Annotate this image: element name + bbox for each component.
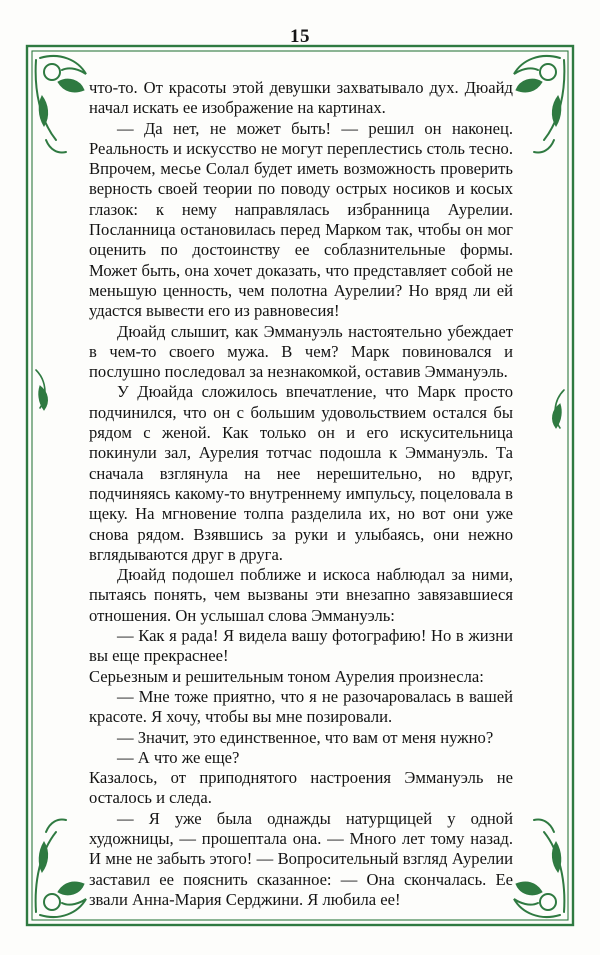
paragraph: — Значит, это единственное, что вам от меня нужно? [117, 727, 494, 747]
paragraph: Дюайд слышит, как Эммануэль настоятельно убеждает в чем-то своего мужа. В чем? Марк повиновался и послушно последовал за незнакомкой, оставив Эммануэль. [89, 321, 513, 382]
side-ornament-right [553, 390, 564, 428]
paragraph: — Я уже была однажды натурщицей у одной художницы, — прошептала она. — Много лет тому назад. И мне не забыть этого! — Вопросительный взгляд Аурелии заставил ее пояснить сказанное: — Она скончалась. Ее звали Анна-Мария Серджини. Я любила ее! [89, 808, 513, 909]
paragraph: — Мне тоже приятно, что я не разочаровалась в вашей красоте. Я хочу, чтобы вы мне позировали. [89, 686, 513, 727]
side-ornament-left [36, 370, 47, 410]
corner-ornament-bottom-right [514, 820, 564, 918]
page-number: 15 [290, 26, 310, 47]
paragraph: Дюайд подошел поближе и искоса наблюдал за ними, пытаясь понять, чем вызваны эти внезапно завязавшиеся отношения. Он услышал слова Эммануэль: [89, 565, 513, 625]
paragraph: — А что же еще? [117, 747, 240, 767]
body-text [89, 78, 513, 910]
corner-ornament-top-left [36, 56, 86, 153]
paragraph: что-то. От красоты этой девушки захватывало дух. Дюайд начал искать ее изображение на картинах. [89, 78, 513, 118]
corner-ornament-bottom-left [36, 820, 86, 918]
paragraph: Серьезным и решительным тоном Аурелия произнесла: [89, 666, 484, 686]
paragraph: — Да нет, не может быть! — решил он наконец. Реальность и искусство не могут переплестись столь тесно. Впрочем, месье Солал будет иметь возможность проверить верность своей теории по поводу острых носиков и косых глазок: к нему направлялась избранница Аурелии. Посланница остановилась перед Марком так, чтобы он мог оценить по достоинству ее соблазнительные формы. Может быть, она хочет доказать, что представляет собой не меньшую ценность, чем полотна Аурелии? Но вряд ли ей удастся вывести его из равновесия! [89, 118, 513, 321]
corner-ornament-top-right [514, 56, 564, 153]
paragraph: — Как я рада! Я видела вашу фотографию! Но в жизни вы еще прекраснее! [89, 626, 513, 666]
paragraph: Казалось, от приподнятого настроения Эммануэль не осталось и следа. [89, 768, 513, 808]
paragraph: У Дюайда сложилось впечатление, что Марк просто подчинился, что он с большим удовольствием остался бы рядом с женой. Как только он и его искусительница покинули зал, Аурелия тотчас подошла к Эммануэль. Та сначала взглянула на нее нерешительно, но вдруг, подчиняясь какому-то внутреннему импульсу, поцеловала в щеку. На мгновение толпа разделила их, но вот они уже снова рядом. Взявшись за руки и улыбаясь, они нежно вглядываются друг в друга. [89, 382, 513, 564]
